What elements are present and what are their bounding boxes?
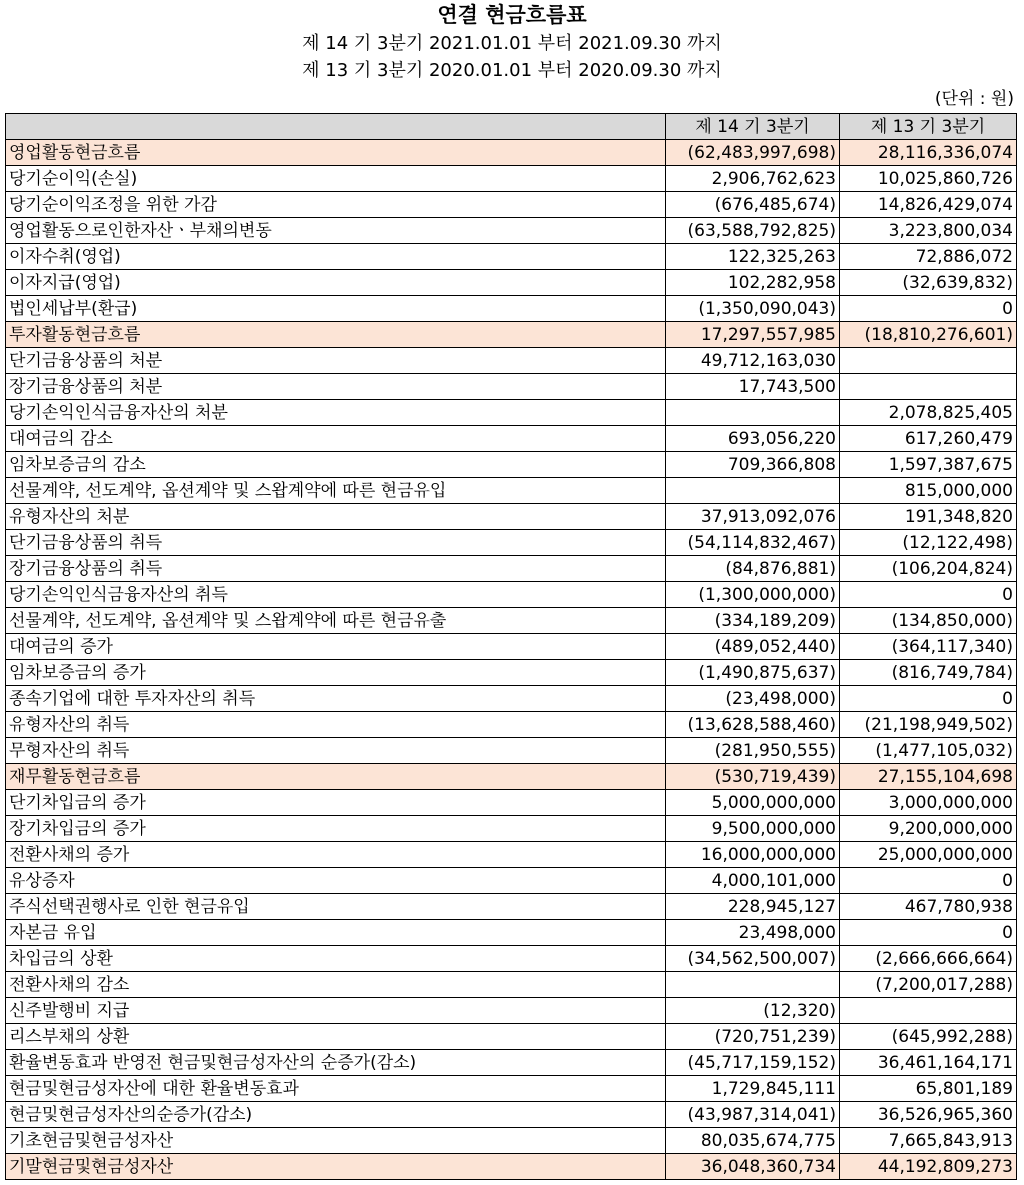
current-period-value: 16,000,000,000: [666, 842, 840, 868]
current-period-value: (530,719,439): [666, 764, 840, 790]
table-row: [6, 556, 1017, 582]
current-period-value: (489,052,440): [666, 634, 840, 660]
current-period-value: 23,498,000: [666, 920, 840, 946]
prior-period-value: (32,639,832): [840, 270, 1017, 296]
prior-period-value: 1,597,387,675: [840, 452, 1017, 478]
prior-period-value: 9,200,000,000: [840, 816, 1017, 842]
section-row: [6, 1154, 1017, 1180]
table-row: [6, 582, 1017, 608]
prior-period-value: 44,192,809,273: [840, 1154, 1017, 1180]
table-row: [6, 1050, 1017, 1076]
row-label: 신주발행비 지급: [6, 998, 666, 1024]
table-row: [6, 192, 1017, 218]
row-label: 장기금융상품의 취득: [6, 556, 666, 582]
prior-period-value: 617,260,479: [840, 426, 1017, 452]
row-label: 종속기업에 대한 투자자산의 취득: [6, 686, 666, 712]
row-label: 선물계약, 선도계약, 옵션계약 및 스왑계약에 따른 현금유출: [6, 608, 666, 634]
cash-flow-table: [5, 113, 1017, 1180]
prior-period-value: (18,810,276,601): [840, 322, 1017, 348]
prior-period-value: (2,666,666,664): [840, 946, 1017, 972]
current-period-value: 37,913,092,076: [666, 504, 840, 530]
current-period-value: 49,712,163,030: [666, 348, 840, 374]
table-row: [6, 790, 1017, 816]
table-row: [6, 1102, 1017, 1128]
current-period-value: 17,743,500: [666, 374, 840, 400]
prior-period-value: 72,886,072: [840, 244, 1017, 270]
row-label: 재무활동현금흐름: [6, 764, 666, 790]
table-row: [6, 166, 1017, 192]
current-period-value: (62,483,997,698): [666, 140, 840, 166]
row-label: 리스부채의 상환: [6, 1024, 666, 1050]
prior-period: 제 13 기 3분기 2020.01.01 부터 2020.09.30 까지: [302, 60, 722, 81]
row-label: 영업활동현금흐름: [6, 140, 666, 166]
table-row: [6, 920, 1017, 946]
prior-period-value: (7,200,017,288): [840, 972, 1017, 998]
table-row: [6, 686, 1017, 712]
prior-period-value: (364,117,340): [840, 634, 1017, 660]
prior-period-value: (12,122,498): [840, 530, 1017, 556]
table-row: [6, 426, 1017, 452]
row-label: 장기금융상품의 처분: [6, 374, 666, 400]
table-row: [6, 1128, 1017, 1154]
row-label: 당기순이익(손실): [6, 166, 666, 192]
prior-period-value: 0: [840, 868, 1017, 894]
table-row: [6, 1076, 1017, 1102]
current-period-value: (63,588,792,825): [666, 218, 840, 244]
current-period-value: (676,485,674): [666, 192, 840, 218]
row-label: 무형자산의 취득: [6, 738, 666, 764]
table-row: [6, 374, 1017, 400]
current-period-value: (281,950,555): [666, 738, 840, 764]
current-period-value: (1,490,875,637): [666, 660, 840, 686]
prior-period-value: (134,850,000): [840, 608, 1017, 634]
table-row: [6, 218, 1017, 244]
table-row: [6, 1024, 1017, 1050]
prior-period-value: 467,780,938: [840, 894, 1017, 920]
table-row: [6, 660, 1017, 686]
row-label: 이자수취(영업): [6, 244, 666, 270]
row-label: 유상증자: [6, 868, 666, 894]
current-period-value: 122,325,263: [666, 244, 840, 270]
table-row: [6, 946, 1017, 972]
table-row: [6, 478, 1017, 504]
row-label: 유형자산의 취득: [6, 712, 666, 738]
current-period-value: [666, 972, 840, 998]
header-current-period: 제 14 기 3분기: [666, 114, 840, 140]
table-row: [6, 868, 1017, 894]
table-row: [6, 504, 1017, 530]
prior-period-value: 0: [840, 920, 1017, 946]
current-period: 제 14 기 3분기 2021.01.01 부터 2021.09.30 까지: [302, 33, 722, 54]
table-row: [6, 452, 1017, 478]
prior-period-value: (21,198,949,502): [840, 712, 1017, 738]
table-row: [6, 348, 1017, 374]
row-label: 환율변동효과 반영전 현금및현금성자산의 순증가(감소): [6, 1050, 666, 1076]
prior-period-value: 36,461,164,171: [840, 1050, 1017, 1076]
prior-period-value: 0: [840, 296, 1017, 322]
row-label: 임차보증금의 감소: [6, 452, 666, 478]
row-label: 이자지급(영업): [6, 270, 666, 296]
row-label: 대여금의 감소: [6, 426, 666, 452]
prior-period-value: 0: [840, 686, 1017, 712]
row-label: 영업활동으로인한자산ㆍ부채의변동: [6, 218, 666, 244]
table-row: [6, 738, 1017, 764]
current-period-value: (34,562,500,007): [666, 946, 840, 972]
row-label: 단기금융상품의 처분: [6, 348, 666, 374]
prior-period-value: [840, 348, 1017, 374]
table-row: [6, 244, 1017, 270]
current-period-value: 5,000,000,000: [666, 790, 840, 816]
prior-period-value: [840, 998, 1017, 1024]
table-row: [6, 296, 1017, 322]
row-label: 전환사채의 증가: [6, 842, 666, 868]
table-row: [6, 608, 1017, 634]
current-period-value: 36,048,360,734: [666, 1154, 840, 1180]
row-label: 선물계약, 선도계약, 옵션계약 및 스왑계약에 따른 현금유입: [6, 478, 666, 504]
row-label: 대여금의 증가: [6, 634, 666, 660]
current-period-value: 4,000,101,000: [666, 868, 840, 894]
current-period-value: (720,751,239): [666, 1024, 840, 1050]
row-label: 현금및현금성자산의순증가(감소): [6, 1102, 666, 1128]
prior-period-value: 191,348,820: [840, 504, 1017, 530]
current-period-value: (54,114,832,467): [666, 530, 840, 556]
table-row: [6, 972, 1017, 998]
table-row: [6, 400, 1017, 426]
prior-period-value: (1,477,105,032): [840, 738, 1017, 764]
row-label: 장기차입금의 증가: [6, 816, 666, 842]
current-period-value: (23,498,000): [666, 686, 840, 712]
prior-period-value: [840, 374, 1017, 400]
row-label: 유형자산의 처분: [6, 504, 666, 530]
current-period-value: 709,366,808: [666, 452, 840, 478]
prior-period-value: 7,665,843,913: [840, 1128, 1017, 1154]
table-row: [6, 894, 1017, 920]
current-period-value: (84,876,881): [666, 556, 840, 582]
prior-period-value: 2,078,825,405: [840, 400, 1017, 426]
table-row: [6, 816, 1017, 842]
row-label: 기초현금및현금성자산: [6, 1128, 666, 1154]
prior-period-value: 28,116,336,074: [840, 140, 1017, 166]
table-row: [6, 712, 1017, 738]
row-label: 당기손익인식금융자산의 취득: [6, 582, 666, 608]
row-label: 임차보증금의 증가: [6, 660, 666, 686]
current-period-value: 228,945,127: [666, 894, 840, 920]
prior-period-value: 27,155,104,698: [840, 764, 1017, 790]
row-label: 차입금의 상환: [6, 946, 666, 972]
prior-period-value: 36,526,965,360: [840, 1102, 1017, 1128]
prior-period-value: 3,223,800,034: [840, 218, 1017, 244]
prior-period-value: 14,826,429,074: [840, 192, 1017, 218]
row-label: 전환사채의 감소: [6, 972, 666, 998]
table-row: [6, 270, 1017, 296]
section-row: [6, 322, 1017, 348]
statement-title: 연결 현금흐름표: [437, 3, 587, 27]
prior-period-value: 65,801,189: [840, 1076, 1017, 1102]
current-period-value: 1,729,845,111: [666, 1076, 840, 1102]
current-period-value: (12,320): [666, 998, 840, 1024]
prior-period-value: 0: [840, 582, 1017, 608]
current-period-value: (13,628,588,460): [666, 712, 840, 738]
prior-period-value: (816,749,784): [840, 660, 1017, 686]
current-period-value: 9,500,000,000: [666, 816, 840, 842]
current-period-value: (45,717,159,152): [666, 1050, 840, 1076]
current-period-value: 17,297,557,985: [666, 322, 840, 348]
row-label: 현금및현금성자산에 대한 환율변동효과: [6, 1076, 666, 1102]
row-label: 당기순이익조정을 위한 가감: [6, 192, 666, 218]
table-row: [6, 998, 1017, 1024]
row-label: 법인세납부(환급): [6, 296, 666, 322]
prior-period-value: 815,000,000: [840, 478, 1017, 504]
current-period-value: [666, 478, 840, 504]
current-period-value: [666, 400, 840, 426]
table-row: [6, 634, 1017, 660]
table-header-row: [6, 114, 1017, 140]
row-label: 기말현금및현금성자산: [6, 1154, 666, 1180]
current-period-value: 693,056,220: [666, 426, 840, 452]
row-label: 주식선택권행사로 인한 현금유입: [6, 894, 666, 920]
prior-period-value: (645,992,288): [840, 1024, 1017, 1050]
current-period-value: 102,282,958: [666, 270, 840, 296]
prior-period-value: 3,000,000,000: [840, 790, 1017, 816]
section-row: [6, 140, 1017, 166]
section-row: [6, 764, 1017, 790]
prior-period-value: 25,000,000,000: [840, 842, 1017, 868]
table-row: [6, 842, 1017, 868]
prior-period-value: 10,025,860,726: [840, 166, 1017, 192]
row-label: 자본금 유입: [6, 920, 666, 946]
unit-label: (단위 : 원): [934, 89, 1014, 109]
current-period-value: (1,350,090,043): [666, 296, 840, 322]
table-row: [6, 530, 1017, 556]
row-label: 단기금융상품의 취득: [6, 530, 666, 556]
header-prior-period: 제 13 기 3분기: [840, 114, 1017, 140]
header-label-cell: [6, 114, 666, 140]
current-period-value: 2,906,762,623: [666, 166, 840, 192]
current-period-value: (43,987,314,041): [666, 1102, 840, 1128]
row-label: 투자활동현금흐름: [6, 322, 666, 348]
current-period-value: (1,300,000,000): [666, 582, 840, 608]
current-period-value: (334,189,209): [666, 608, 840, 634]
current-period-value: 80,035,674,775: [666, 1128, 840, 1154]
row-label: 당기손익인식금융자산의 처분: [6, 400, 666, 426]
prior-period-value: (106,204,824): [840, 556, 1017, 582]
row-label: 단기차입금의 증가: [6, 790, 666, 816]
